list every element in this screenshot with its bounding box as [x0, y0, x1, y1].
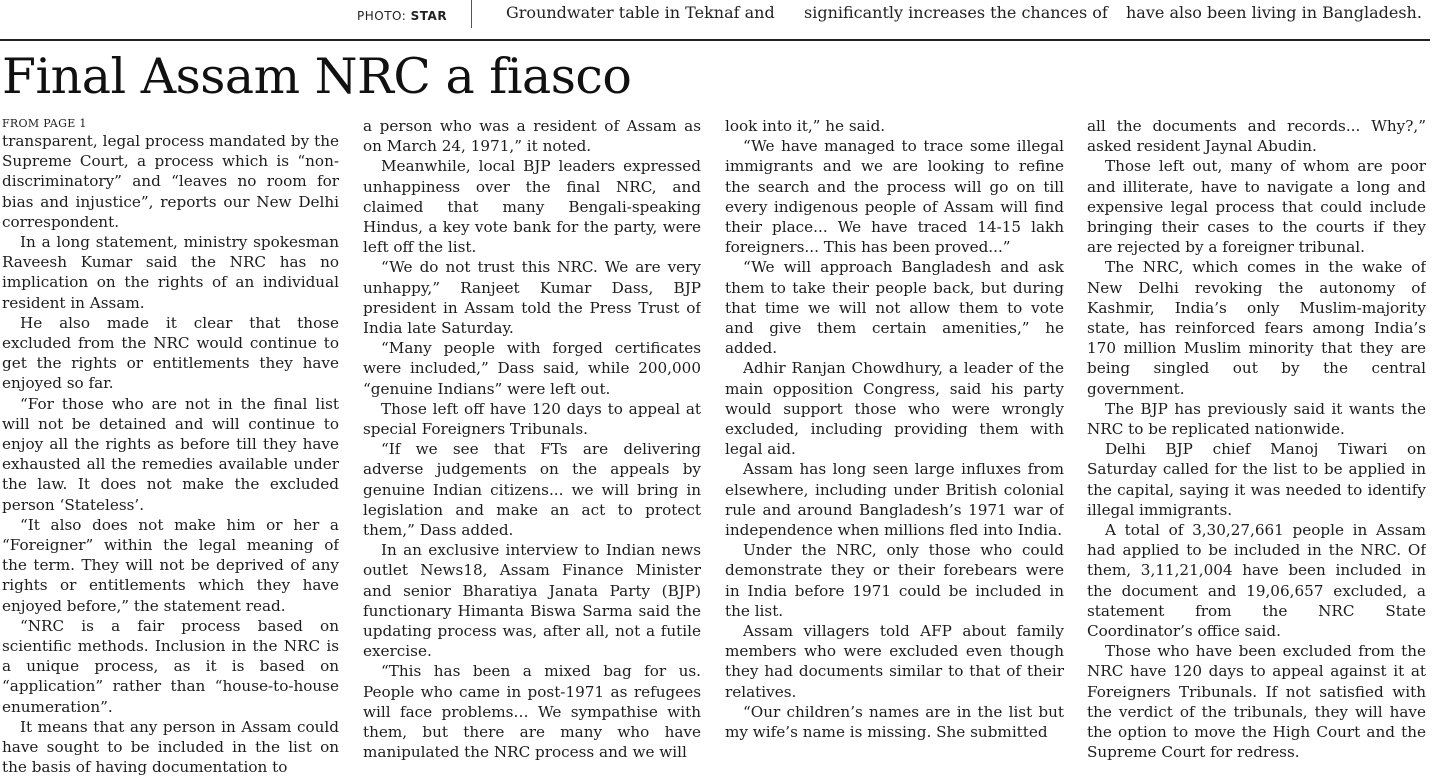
- paragraph: “This has been a mixed bag for us. People who came in post-1971 as refugees will face problems… We sympathise with them, but there are many who have manipulated the NRC process and we will: [363, 662, 701, 762]
- paragraph: transparent, legal process mandated by the Supreme Court, a process which is “non-discriminatory” and “leaves no room for bias and injustice”, reports our New Delhi correspondent.: [2, 132, 339, 231]
- paragraph: It means that any person in Assam could have sought to be included in the list on the basis of having documentation to: [2, 717, 339, 776]
- paragraph: Delhi BJP chief Manoj Tiwari on Saturday called for the list to be applied in the capital, saying it was needed to identify illegal immigrants.: [1087, 440, 1426, 519]
- section-rule: [0, 39, 1430, 41]
- paragraph: Meanwhile, local BJP leaders expressed unhappiness over the final NRC, and claimed that many Bengali-speaking Hindus, a key vote bank for the party, were left off the list.: [363, 157, 701, 257]
- photo-credit-source: STAR: [410, 9, 448, 23]
- paragraph: The BJP has previously said it wants the NRC to be replicated nationwide.: [1087, 399, 1426, 439]
- article-column-4: [1087, 116, 1426, 776]
- paragraph: all the documents and records... Why?,” asked resident Jaynal Abudin.: [1087, 117, 1426, 156]
- paragraph: “For those who are not in the final list will not be detained and will continue to enjoy all the rights as before till they have exhausted all the remedies available under the law. It does not make the excluded person ‘Stateless’.: [2, 394, 339, 514]
- paragraph: The NRC, which comes in the wake of New Delhi revoking the autonomy of Kashmir, India’s only Muslim-majority state, has reinforced fears among India’s 170 million Muslim minority that they are being singled out by the central government.: [1087, 258, 1426, 398]
- prev-article-col4-tail: have also been living in Bangladesh.: [1126, 3, 1422, 22]
- article-column-1: [2, 116, 339, 776]
- paragraph: A total of 3,30,27,661 people in Assam had applied to be included in the NRC. Of them, 3,11,21,004 have been included in the document and 19,06,657 excluded, a statement from the NRC State Coordinator’s office said.: [1087, 521, 1426, 641]
- kicker: FROM PAGE 1: [2, 117, 87, 130]
- paragraph: In a long statement, ministry spokesman Raveesh Kumar said the NRC has no implication on the rights of an individual resident in Assam.: [2, 233, 339, 312]
- prev-article-col3-tail: significantly increases the chances of: [804, 3, 1108, 22]
- paragraph: look into it,” he said.: [725, 117, 886, 135]
- paragraph: “We have managed to trace some illegal immigrants and we are looking to refine the search and the process will go on till every indigenous people of Assam will find their place... We have traced 14-15 lakh foreigners... This has been proved...”: [725, 137, 1064, 257]
- paragraph: Those left out, many of whom are poor and illiterate, have to navigate a long and expensive legal process that could include bringing their cases to the courts if they are rejected by a foreigner tribunal.: [1087, 157, 1426, 257]
- paragraph: “It also does not make him or her a “Foreigner” within the legal meaning of the term. They will not be deprived of any rights or entitlements which they have enjoyed before,” the statement read.: [2, 515, 339, 615]
- paragraph: “NRC is a fair process based on scientific methods. Inclusion in the NRC is a unique process, as it is based on “application” rather than “house-to-house enumeration”.: [2, 616, 339, 716]
- paragraph: Adhir Ranjan Chowdhury, a leader of the main opposition Congress, said his party would support those who were wrongly excluded, including providing them with legal aid.: [725, 359, 1064, 459]
- paragraph: Assam villagers told AFP about family members who were excluded even though they had documents similar to that of their relatives.: [725, 622, 1064, 701]
- prev-article-col2-tail: Groundwater table in Teknaf and: [506, 3, 775, 22]
- photo-credit: [357, 9, 447, 23]
- paragraph: “Many people with forged certificates were included,” Dass said, while 200,000 “genuine Indians” were left out.: [363, 339, 701, 398]
- column-separator: [471, 0, 472, 28]
- article-column-2: [363, 116, 701, 776]
- paragraph: a person who was a resident of Assam as on March 24, 1971,” it noted.: [363, 117, 701, 156]
- paragraph: In an exclusive interview to Indian news outlet News18, Assam Finance Minister and senior Bharatiya Janata Party (BJP) functionary Himanta Biswa Sarma said the updating process was, after all, not a futile exercise.: [363, 541, 701, 661]
- paragraph: He also made it clear that those excluded from the NRC would continue to get the rights or entitlements they have enjoyed so far.: [2, 313, 339, 393]
- paragraph: “We do not trust this NRC. We are very unhappy,” Ranjeet Kumar Dass, BJP president in Assam told the Press Trust of India late Saturday.: [363, 258, 701, 338]
- article-column-3: [725, 116, 1064, 776]
- headline: Final Assam NRC a fiasco: [2, 48, 632, 105]
- paragraph: “Our children’s names are in the list but my wife’s name is missing. She submitted: [725, 702, 1064, 742]
- paragraph: “We will approach Bangladesh and ask them to take their people back, but during that time we will not allow them to vote and give them certain amenities,” he added.: [725, 258, 1064, 358]
- paragraph: Those who have been excluded from the NRC have 120 days to appeal against it at Foreigners Tribunals. If not satisfied with the verdict of the tribunals, they will have the option to move the High Court and the Supreme Court for redress.: [1087, 642, 1426, 762]
- paragraph: Those left off have 120 days to appeal at special Foreigners Tribunals.: [363, 399, 701, 439]
- photo-credit-label: PHOTO:: [357, 9, 407, 23]
- paragraph: “If we see that FTs are delivering adverse judgements on the appeals by genuine Indian citizens... we will bring in legislation and make an act to protect them,” Dass added.: [363, 440, 701, 540]
- paragraph: Under the NRC, only those who could demonstrate they or their forebears were in India before 1971 could be included in the list.: [725, 541, 1064, 620]
- paragraph: Assam has long seen large influxes from elsewhere, including under British colonial rule and around Bangladesh’s 1971 war of independence when millions fled into India.: [725, 460, 1064, 540]
- previous-article-strip: [0, 0, 1438, 40]
